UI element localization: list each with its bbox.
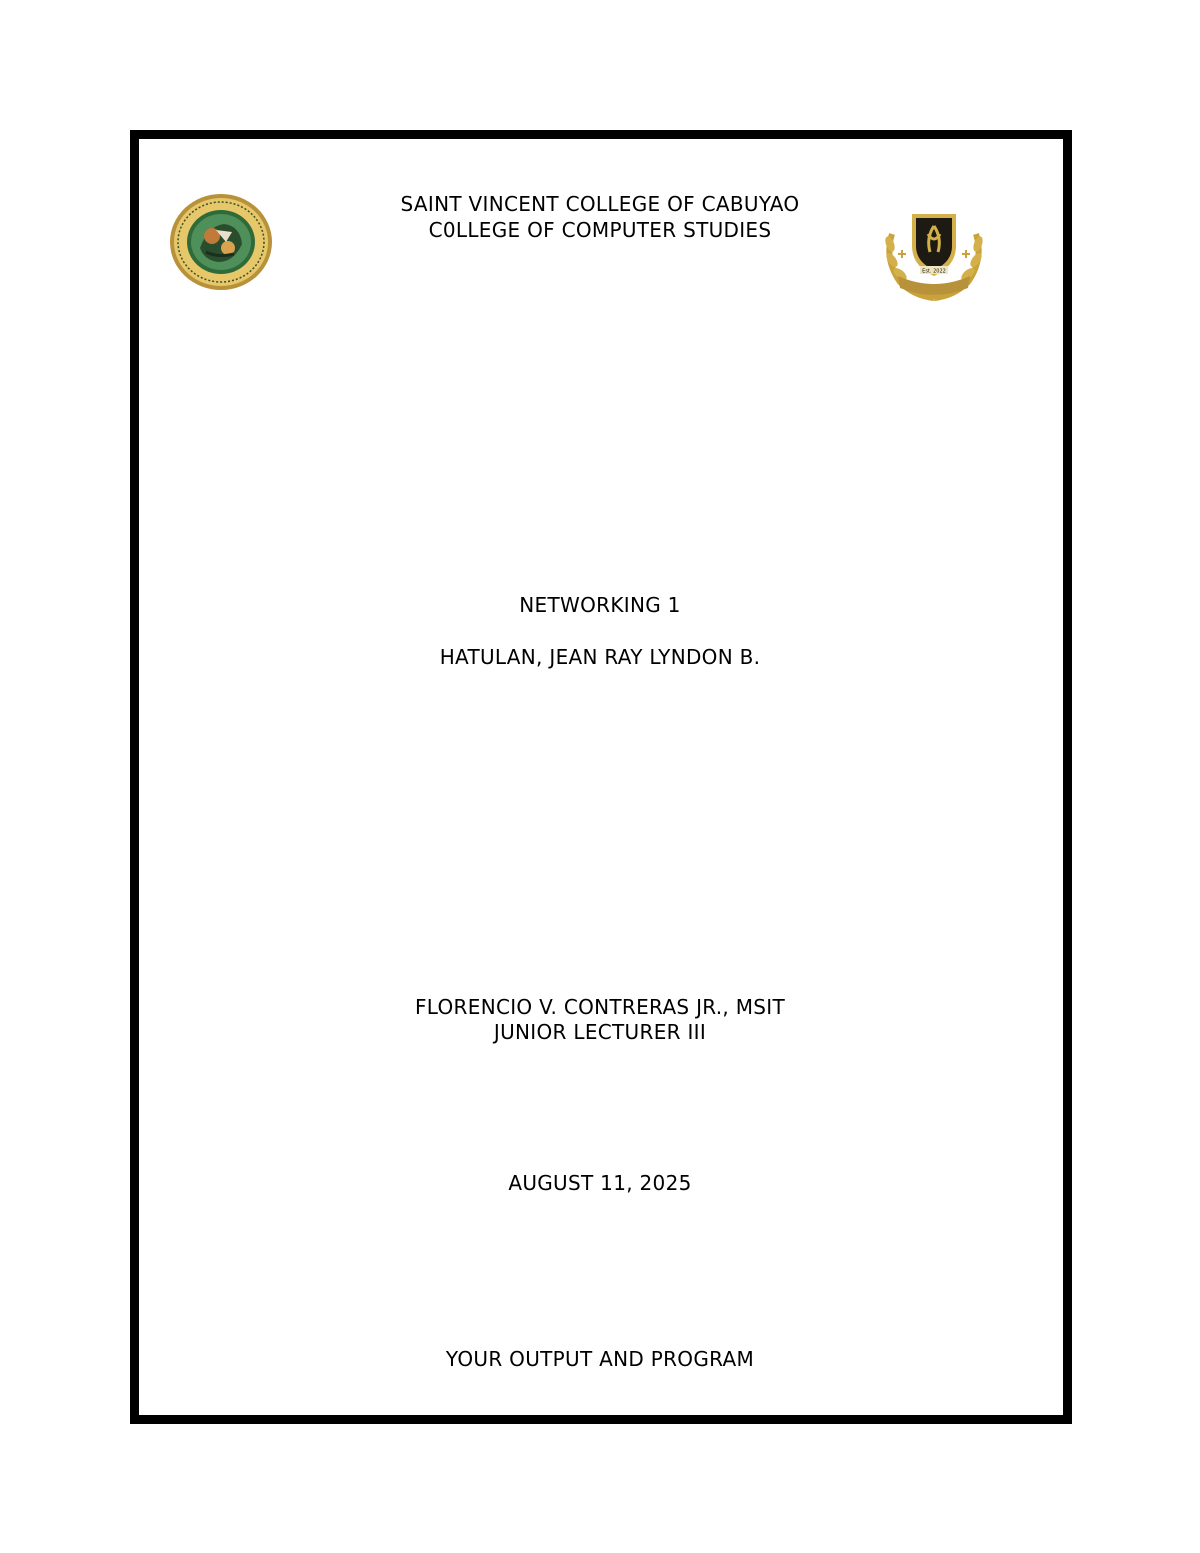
instructor-title: JUNIOR LECTURER III xyxy=(493,1020,707,1044)
page-border xyxy=(130,130,1072,1424)
student-name: HATULAN, JEAN RAY LYNDON B. xyxy=(439,645,761,669)
subject-title: NETWORKING 1 xyxy=(519,593,681,617)
submission-date: AUGUST 11, 2025 xyxy=(508,1171,692,1195)
institution-name: SAINT VINCENT COLLEGE OF CABUYAO xyxy=(400,192,800,216)
instructor-name: FLORENCIO V. CONTRERAS JR., MSIT xyxy=(414,995,785,1019)
footer-note: YOUR OUTPUT AND PROGRAM xyxy=(445,1347,755,1371)
crest-est-label: Est. 2022 xyxy=(922,268,946,275)
department-name: C0LLEGE OF COMPUTER STUDIES xyxy=(428,218,772,242)
